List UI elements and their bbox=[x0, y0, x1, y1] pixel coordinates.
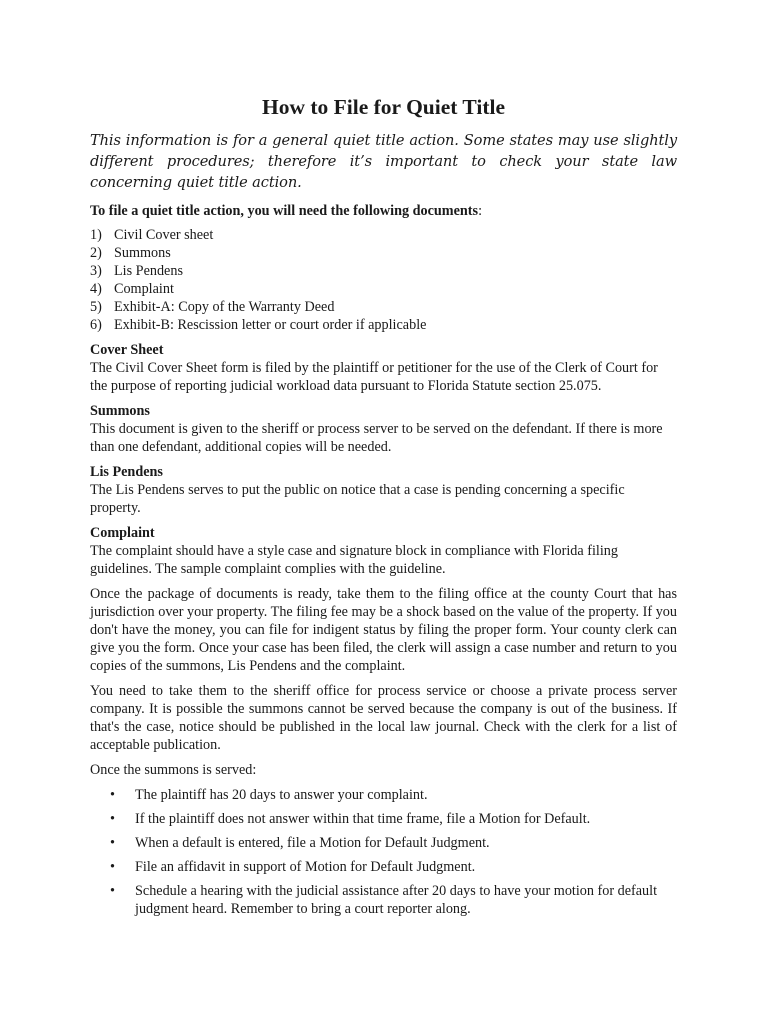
list-item-text: When a default is entered, file a Motion for Default Judgment. bbox=[135, 835, 490, 851]
list-item bbox=[110, 810, 677, 828]
list-item-text: File an affidavit in support of Motion for Default Judgment. bbox=[135, 859, 476, 875]
list-item-text: Summons bbox=[114, 245, 171, 261]
list-item-text: Exhibit-A: Copy of the Warranty Deed bbox=[114, 299, 335, 315]
list-item-number: 1) bbox=[90, 227, 102, 243]
section-heading: Cover Sheet bbox=[90, 342, 164, 358]
list-item-number: 2) bbox=[90, 245, 102, 261]
bullet-icon bbox=[110, 882, 135, 918]
documents-lead-text: To file a quiet title action, you will need the following documents bbox=[90, 203, 479, 219]
list-item bbox=[110, 834, 677, 852]
required-documents-list bbox=[90, 226, 677, 334]
section-cover-sheet bbox=[90, 341, 677, 395]
list-item bbox=[90, 316, 677, 334]
list-item-number: 3) bbox=[90, 263, 102, 279]
filing-paragraph: Once the package of documents is ready, take them to the filing office at the county Court that has jurisdiction over your property. The filing fee may be a shock based on the value of the property. If you don't have the money, you can file for indigent status by filing the proper form. Your county clerk can give you the form. Once your case has been filed, the clerk will assign a case number and return to you copies of the summons, Lis Pendens and the complaint. bbox=[90, 586, 677, 674]
bullet-icon bbox=[110, 810, 135, 828]
list-item-text: Exhibit-B: Rescission letter or court order if applicable bbox=[114, 317, 427, 333]
bullet-icon bbox=[110, 834, 135, 852]
list-item bbox=[110, 786, 677, 804]
list-item-text: Complaint bbox=[114, 281, 174, 297]
list-item-text: The plaintiff has 20 days to answer your complaint. bbox=[135, 787, 428, 803]
list-item bbox=[110, 858, 677, 876]
list-item-text: If the plaintiff does not answer within that time frame, file a Motion for Default. bbox=[135, 811, 591, 827]
steps-list bbox=[90, 786, 677, 918]
section-summons bbox=[90, 402, 677, 456]
list-item-text: Civil Cover sheet bbox=[114, 227, 214, 243]
list-item-number: 6) bbox=[90, 317, 102, 333]
section-body: The Lis Pendens serves to put the public on notice that a case is pending concerning a specific property. bbox=[90, 482, 625, 516]
bullet-icon bbox=[110, 858, 135, 876]
list-item-text: Schedule a hearing with the judicial assistance after 20 days to have your motion for default judgment heard. Remember to bring a court reporter along. bbox=[135, 883, 658, 917]
document-page bbox=[90, 94, 677, 924]
list-item bbox=[90, 244, 677, 262]
documents-lead-colon: : bbox=[478, 203, 483, 219]
service-paragraph: You need to take them to the sheriff office for process service or choose a private process server company. It is possible the summons cannot be served because the company is out of the business. If that's the case, notice should be published in the local law journal. Check with the clerk for a list of acceptable publication. bbox=[90, 683, 677, 753]
list-item-number: 4) bbox=[90, 281, 102, 297]
documents-lead bbox=[90, 202, 677, 220]
served-paragraph: Once the summons is served: bbox=[90, 762, 257, 778]
section-body: The complaint should have a style case and signature block in compliance with Florida filing guidelines. The sample complaint complies with the guideline. bbox=[90, 543, 618, 577]
document-title: How to File for Quiet Title bbox=[261, 95, 506, 119]
list-item bbox=[90, 298, 677, 316]
list-item bbox=[90, 226, 677, 244]
section-body: This document is given to the sheriff or process server to be served on the defendant. If there is more than one defendant, additional copies will be needed. bbox=[90, 421, 663, 455]
section-heading: Summons bbox=[90, 403, 150, 419]
list-item-text: Lis Pendens bbox=[114, 263, 183, 279]
list-item bbox=[90, 262, 677, 280]
section-body: The Civil Cover Sheet form is filed by the plaintiff or petitioner for the use of the Clerk of Court for the purpose of reporting judicial workload data pursuant to Florida Statute section 25.075. bbox=[90, 360, 658, 394]
bullet-icon bbox=[110, 786, 135, 804]
list-item bbox=[110, 882, 677, 918]
section-heading: Complaint bbox=[90, 525, 155, 541]
section-heading: Lis Pendens bbox=[90, 464, 163, 480]
section-complaint bbox=[90, 524, 677, 578]
list-item-number: 5) bbox=[90, 299, 102, 315]
intro-paragraph: This information is for a general quiet title action. Some states may use slightly different procedures; therefore it’s important to check your state law concerning quiet title action. bbox=[90, 132, 677, 191]
list-item bbox=[90, 280, 677, 298]
section-lis-pendens bbox=[90, 463, 677, 517]
